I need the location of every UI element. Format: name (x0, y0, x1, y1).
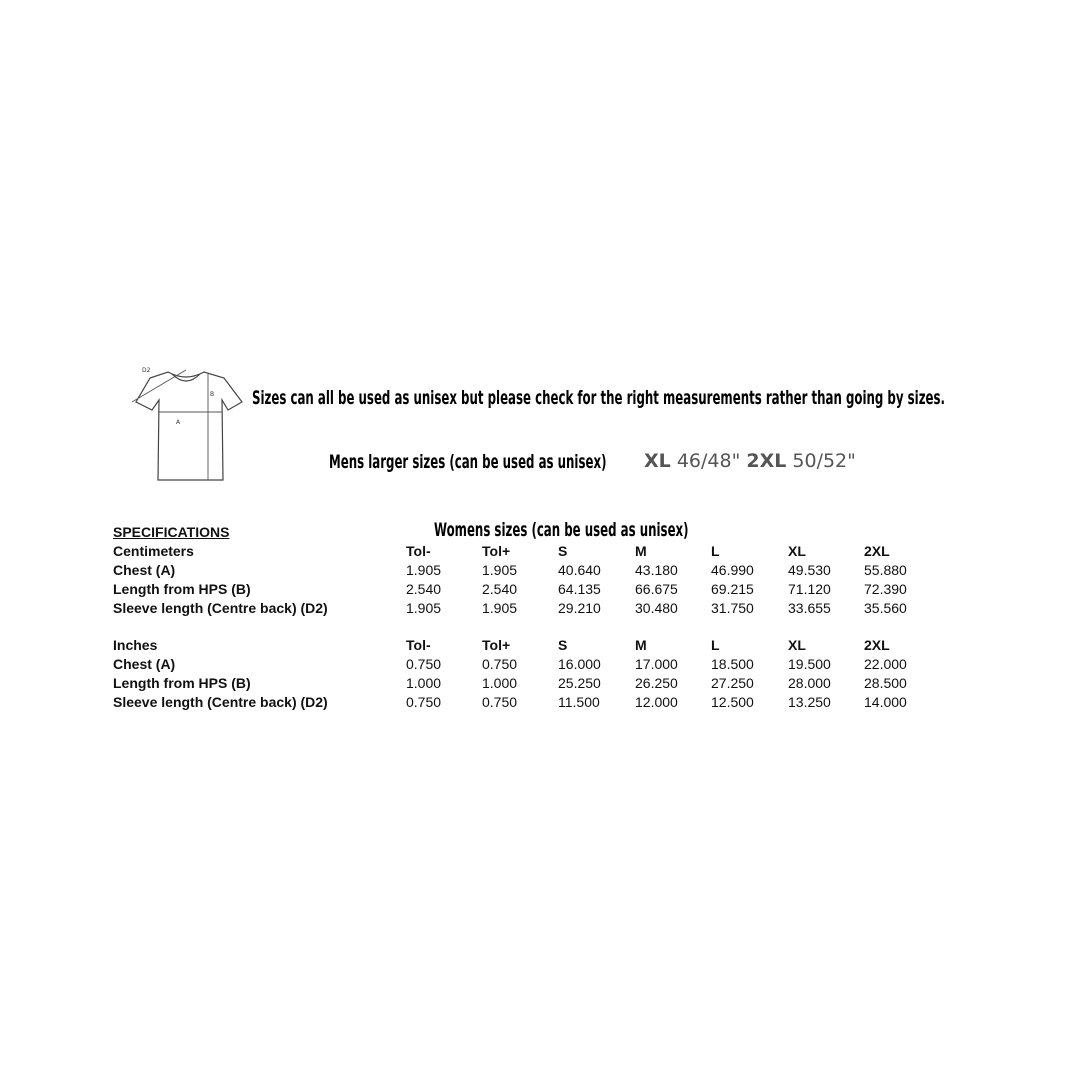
column-header: Tol+ (482, 637, 511, 653)
table-cell: 12.500 (711, 694, 754, 710)
mens-sizes-label: Mens larger sizes (can be used as unisex) (329, 451, 607, 473)
column-header: Tol+ (482, 543, 511, 559)
table-cell: 16.000 (558, 656, 601, 672)
table-cell: 0.750 (482, 694, 518, 710)
table-cell: 28.000 (788, 675, 831, 691)
table-cell: 31.750 (711, 600, 754, 616)
specifications-heading: SPECIFICATIONS (113, 524, 230, 540)
row-label: Length from HPS (B) (113, 675, 251, 691)
table-cell: 30.480 (635, 600, 678, 616)
label-b: B (210, 391, 215, 398)
label-a: A (176, 419, 181, 426)
section-unit-label: Inches (113, 637, 158, 653)
womens-sizes-title: Womens sizes (can be used as unisex) (434, 519, 689, 541)
section-unit-label: Centimeters (113, 543, 194, 559)
table-cell: 0.750 (406, 656, 442, 672)
table-cell: 64.135 (558, 581, 601, 597)
table-cell: 14.000 (864, 694, 907, 710)
table-cell: 1.000 (482, 675, 518, 691)
table-cell: 1.905 (482, 600, 518, 616)
row-label: Sleeve length (Centre back) (D2) (113, 600, 328, 616)
row-label: Chest (A) (113, 562, 176, 578)
table-cell: 25.250 (558, 675, 601, 691)
table-cell: 1.905 (482, 562, 518, 578)
table-cell: 55.880 (864, 562, 907, 578)
table-cell: 71.120 (788, 581, 831, 597)
table-cell: 1.905 (406, 600, 442, 616)
tshirt-outline (136, 372, 242, 480)
table-cell: 27.250 (711, 675, 754, 691)
column-header: L (711, 543, 720, 559)
column-header: Tol- (406, 543, 431, 559)
column-header: XL (788, 543, 806, 559)
table-cell: 66.675 (635, 581, 678, 597)
column-header: 2XL (864, 637, 890, 653)
mens-size-xl-value: 46/48" (676, 450, 741, 472)
table-cell: 17.000 (635, 656, 678, 672)
row-label: Sleeve length (Centre back) (D2) (113, 694, 328, 710)
row-label: Length from HPS (B) (113, 581, 251, 597)
table-cell: 28.500 (864, 675, 907, 691)
label-d2: D2 (142, 367, 151, 374)
table-cell: 2.540 (406, 581, 442, 597)
mens-sizes-row (329, 450, 856, 473)
table-cell: 19.500 (788, 656, 831, 672)
table-cell: 40.640 (558, 562, 601, 578)
mens-size-list (644, 450, 856, 472)
table-cell: 43.180 (635, 562, 678, 578)
table-cell: 1.000 (406, 675, 442, 691)
table-cell: 13.250 (788, 694, 831, 710)
column-header: M (635, 543, 647, 559)
table-cell: 1.905 (406, 562, 442, 578)
table-cell: 69.215 (711, 581, 754, 597)
table-cell: 33.655 (788, 600, 831, 616)
table-cell: 0.750 (406, 694, 442, 710)
table-cell: 18.500 (711, 656, 754, 672)
table-cell: 11.500 (558, 694, 600, 710)
unisex-notice: Sizes can all be used as unisex but please check for the right measurements rather than going by sizes. (252, 387, 946, 409)
table-cell: 22.000 (864, 656, 907, 672)
mens-size-2xl-value: 50/52" (792, 450, 856, 472)
column-header: XL (788, 637, 806, 653)
table-cell: 35.560 (864, 600, 907, 616)
table-cell: 49.530 (788, 562, 831, 578)
mens-size-2xl: 2XL (746, 450, 787, 472)
column-header: Tol- (406, 637, 431, 653)
column-header: L (711, 637, 720, 653)
table-cell: 29.210 (558, 600, 601, 616)
row-label: Chest (A) (113, 656, 176, 672)
column-header: M (635, 637, 647, 653)
table-cell: 46.990 (711, 562, 754, 578)
column-header: 2XL (864, 543, 890, 559)
table-cell: 26.250 (635, 675, 678, 691)
tshirt-diagram (128, 362, 246, 487)
table-cell: 2.540 (482, 581, 518, 597)
column-header: S (558, 543, 568, 559)
mens-size-xl: XL (644, 450, 671, 472)
table-cell: 12.000 (635, 694, 678, 710)
table-cell: 72.390 (864, 581, 907, 597)
table-cell: 0.750 (482, 656, 518, 672)
column-header: S (558, 637, 568, 653)
